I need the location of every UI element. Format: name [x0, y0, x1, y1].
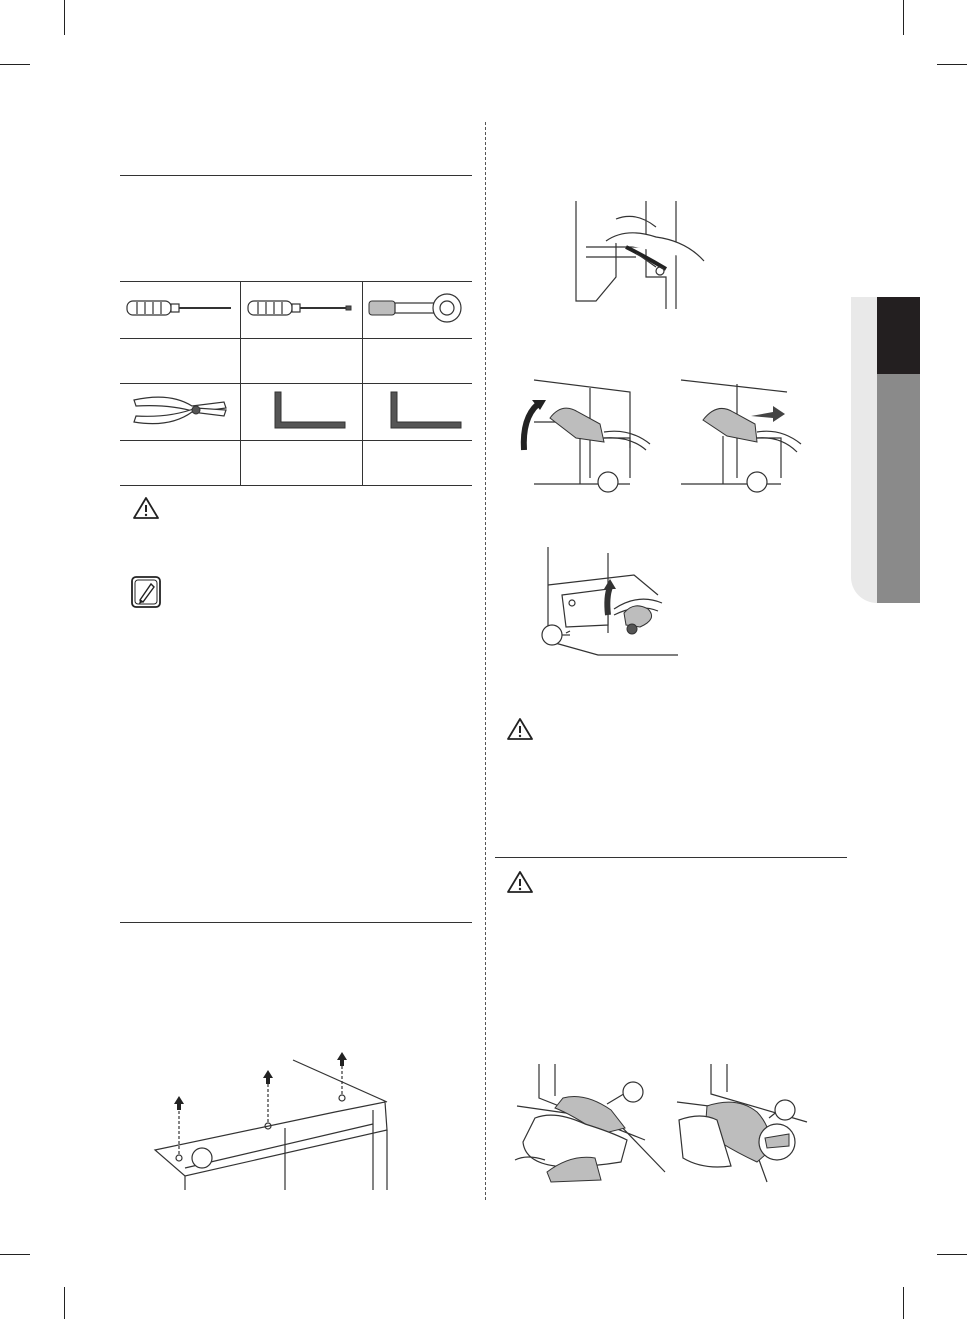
- water-tube-pull-illustration: [538, 545, 683, 663]
- phillips-screwdriver-icon: [125, 295, 235, 321]
- callout-circle-icon: [542, 625, 562, 645]
- tool-label-cell: [362, 339, 472, 384]
- tool-label-cell: [241, 441, 362, 486]
- water-line-illustration: [576, 197, 706, 312]
- section-rule: [495, 857, 847, 858]
- warning-triangle-icon: [507, 871, 533, 893]
- coupler-release-illustration: [520, 378, 665, 493]
- coupler-remove-illustration: [677, 378, 817, 493]
- tool-label-cell: [120, 441, 241, 486]
- tool-label-cell: [362, 441, 472, 486]
- flat-screwdriver-icon: [246, 295, 356, 321]
- tool-cell: [362, 282, 472, 339]
- tool-cell: [362, 384, 472, 441]
- door-lift-illustration: [515, 1062, 665, 1184]
- crop-mark: [937, 1254, 967, 1255]
- tool-label-cell: [241, 339, 362, 384]
- side-tab-active: [877, 297, 920, 374]
- crop-mark: [0, 64, 30, 65]
- tool-cell: [120, 384, 241, 441]
- socket-wrench-icon: [367, 291, 467, 325]
- crop-mark: [937, 64, 967, 65]
- section-rule: [120, 922, 472, 923]
- hex-wrench-icon: [367, 390, 467, 430]
- tool-label-cell: [120, 339, 241, 384]
- side-tab: [877, 374, 920, 603]
- crop-mark: [64, 1287, 65, 1319]
- callout-circle-icon: [747, 472, 767, 492]
- callout-circle-icon: [192, 1148, 212, 1168]
- note-pencil-icon: [131, 576, 161, 608]
- door-lift-detail-illustration: [677, 1062, 807, 1184]
- crop-mark: [64, 0, 65, 35]
- tools-table: [120, 281, 472, 486]
- tool-cell: [241, 384, 362, 441]
- tool-cell: [120, 282, 241, 339]
- section-rule: [120, 175, 472, 176]
- tool-cell: [241, 282, 362, 339]
- crop-mark: [903, 0, 904, 35]
- callout-circle-icon: [775, 1100, 795, 1120]
- callout-circle-icon: [598, 472, 618, 492]
- callout-circle-icon: [623, 1082, 643, 1102]
- warning-triangle-icon: [133, 497, 159, 519]
- hex-wrench-icon: [251, 390, 351, 430]
- crop-mark: [0, 1254, 30, 1255]
- warning-triangle-icon: [507, 718, 533, 740]
- column-divider: [485, 122, 486, 1200]
- crop-mark: [903, 1287, 904, 1319]
- top-cover-illustration: [155, 1050, 385, 1190]
- pliers-icon: [130, 390, 230, 430]
